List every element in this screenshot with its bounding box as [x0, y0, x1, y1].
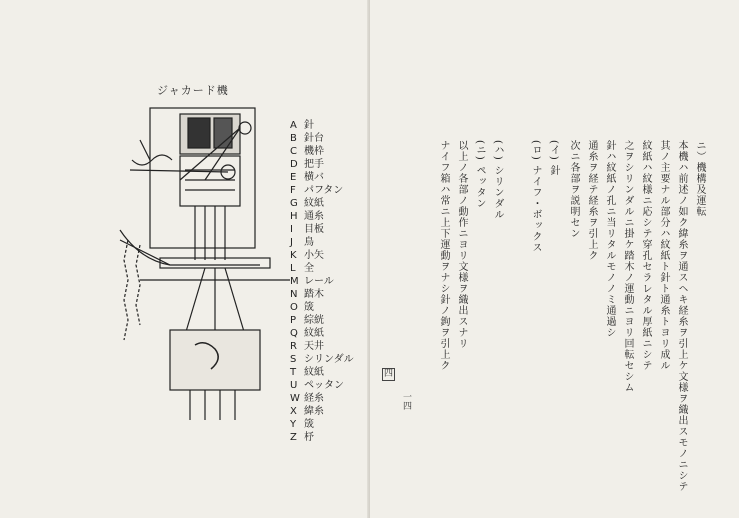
- legend-row: B 針台: [290, 133, 324, 144]
- legend-row: O 筬: [290, 302, 314, 313]
- legend-row: E 横バ: [290, 172, 324, 183]
- text-column: (ロ) ナイフ・ボックス: [530, 140, 541, 253]
- page-stamp: 四: [384, 369, 394, 379]
- legend-row: M レール: [290, 276, 334, 287]
- legend-row: S シリンダル: [290, 354, 354, 365]
- legend-row: N 踏木: [290, 289, 324, 300]
- right-page: [370, 0, 739, 518]
- text-column: 其ノ主要ナル部分ハ紋紙ト針ト通糸トヨリ成ル: [658, 140, 669, 371]
- text-column: 紋紙ハ紋様ニ応シテ穿孔セラレタル厚紙ニシテ: [640, 140, 651, 371]
- jacquard-loom-diagram: [110, 100, 290, 430]
- hook-bank: [188, 118, 210, 148]
- legend-row: J 鳥: [290, 237, 314, 248]
- left-page: [0, 0, 369, 518]
- diagram-title: ジャカード機: [157, 84, 229, 97]
- page-number: 一四: [401, 392, 411, 410]
- comber-box: [180, 156, 240, 206]
- text-column: (イ) 針: [548, 140, 559, 176]
- legend-row: P 綜絖: [290, 315, 324, 326]
- text-column: ニ）機構及運転: [694, 140, 705, 217]
- legend-row: U ペッタン: [290, 380, 344, 391]
- legend-row: C 機枠: [290, 146, 324, 157]
- pattern-card: [170, 330, 260, 390]
- legend-row: Y 筬: [290, 419, 314, 430]
- legend-row: K 小矢: [290, 250, 324, 261]
- text-column: 之ヲシリンダルニ掛ケ踏木ノ運動ニヨリ回転セシム: [622, 140, 633, 393]
- text-column: 以上ノ各部ノ動作ニヨリ文様ヲ織出スナリ: [456, 140, 467, 349]
- text-column: 次ニ各部ヲ説明セン: [568, 140, 579, 239]
- legend-row: I 目板: [290, 224, 324, 235]
- text-column: 本機ハ前述ノ如ク緯糸ヲ通スヘキ経糸ヲ引上ケ文様ヲ織出スモノニシテ: [676, 140, 687, 492]
- top-pulley: [239, 122, 251, 134]
- text-column: ナイフ箱ハ常ニ上下運動ヲナシ針ノ鉤ヲ引上ク: [438, 140, 449, 371]
- diagram-legend: [290, 116, 370, 446]
- legend-row: X 緯糸: [290, 406, 324, 417]
- legend-row: R 天井: [290, 341, 324, 352]
- legend-row: T 紋紙: [290, 367, 324, 378]
- text-column: 通糸ヲ経テ経糸ヲ引上ク: [586, 140, 597, 261]
- legend-row: G 紋紙: [290, 198, 324, 209]
- legend-row: Q 紋紙: [290, 328, 324, 339]
- legend-row: Z 杼: [290, 432, 314, 443]
- text-column: 針ハ紋紙ノ孔ニ当リタルモノノミ通過シ: [604, 140, 615, 338]
- legend-row: F パフタン: [290, 185, 344, 196]
- legend-row: D 把手: [290, 159, 324, 170]
- legend-row: A 針: [290, 120, 314, 131]
- text-column: (ハ) シリンダル: [492, 140, 503, 220]
- legend-row: H 通糸: [290, 211, 324, 222]
- legend-row: W 経糸: [290, 393, 324, 404]
- text-column: (ニ) ペッタン: [474, 140, 485, 209]
- legend-row: L 全: [290, 263, 314, 274]
